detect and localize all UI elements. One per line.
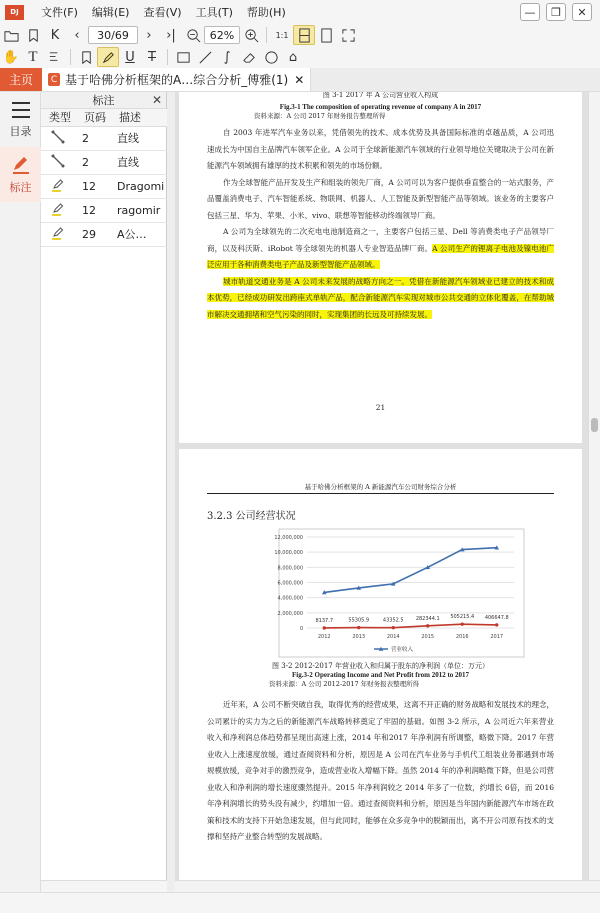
vertical-scrollbar[interactable] bbox=[588, 92, 600, 880]
figure-caption-cn-cut: 图 3-1 2017 年 A 公司营业收入构成 bbox=[322, 92, 439, 99]
page-number-field[interactable]: 30/69 bbox=[88, 26, 138, 44]
highlight-annotation[interactable]: 城市轨道交通业务是 A 公司未来发展的战略方向之一。凭借在新能源汽车领域业已建立的技术和成本优势，已经成功研发出跨座式单轨产品，配合新能源汽车实现对城市公共交通的立体化覆盖，在帮助城市解决交通拥堵和空气污染的同时，实现集团的长远及可持续发展。 bbox=[207, 276, 554, 319]
sidebar-item-annotations[interactable] bbox=[0, 147, 41, 202]
tab-home[interactable]: 主页 bbox=[0, 68, 42, 91]
first-page-icon[interactable]: K bbox=[50, 27, 60, 43]
page-21 bbox=[179, 92, 582, 443]
figure-caption-cn: 图 3-2 2012-2017 年营业收入和归属于股东的净利润（单位：万元） bbox=[272, 662, 489, 670]
x-tick-label: 2013 bbox=[352, 634, 366, 640]
fullscreen-icon[interactable] bbox=[337, 25, 359, 45]
annotation-table bbox=[41, 109, 167, 247]
annotation-page: 2 bbox=[76, 126, 111, 150]
data-label: 505215.4 bbox=[450, 614, 475, 621]
sidebar-toc-label: 目录 bbox=[9, 124, 32, 138]
zoom-in-icon[interactable] bbox=[240, 25, 262, 45]
highlight-tool-icon[interactable] bbox=[97, 47, 119, 67]
close-tab-icon[interactable]: ✕ bbox=[294, 72, 305, 87]
annotation-row[interactable] bbox=[41, 174, 167, 198]
data-label: 8137.7 bbox=[315, 617, 333, 624]
y-tick-label: 8,000,000 bbox=[277, 565, 303, 572]
line-annotation-icon bbox=[41, 150, 76, 174]
maximize-button[interactable]: ❐ bbox=[546, 3, 566, 21]
line-chart bbox=[179, 527, 582, 662]
annotation-page: 29 bbox=[76, 222, 111, 246]
next-page-icon[interactable]: › bbox=[146, 27, 152, 43]
figure-caption-en: Fig.3-2 Operating Income and Net Profit from 2012 to 2017 bbox=[291, 671, 470, 679]
circle-tool-icon[interactable] bbox=[260, 47, 282, 67]
annotation-page: 12 bbox=[76, 198, 111, 222]
prev-page-icon[interactable]: ‹ bbox=[74, 27, 80, 43]
document-icon: C bbox=[48, 73, 60, 86]
paragraph: 作为全球智能产品开发及生产和组装的领先厂商，A 公司可以为客户提供垂直整合的一站式服务，产品覆盖消费电子、汽车智能系统、物联网、机器人、人工智能及新型智能产品等领域。该业务的主要客户包括三星、华为、苹果、小米、vivo、联想等智能移动终端领导厂商。 bbox=[207, 177, 554, 220]
data-label: 43352.5 bbox=[382, 617, 404, 624]
page-22 bbox=[179, 449, 582, 880]
menu-file[interactable]: 文件(F) bbox=[41, 6, 78, 19]
bookmark-icon[interactable] bbox=[22, 25, 44, 45]
pencil-icon bbox=[11, 155, 31, 175]
annotation-row[interactable] bbox=[41, 150, 167, 174]
list-icon bbox=[11, 101, 31, 119]
line-tool-icon[interactable] bbox=[194, 47, 216, 67]
annotation-row[interactable] bbox=[41, 126, 167, 150]
data-label: 406647.8 bbox=[484, 614, 509, 621]
y-tick-label: 10,000,000 bbox=[274, 550, 303, 557]
underline-tool-icon[interactable]: U bbox=[125, 49, 135, 65]
close-window-button[interactable]: ✕ bbox=[572, 3, 592, 21]
menu-edit[interactable]: 编辑(E) bbox=[91, 6, 130, 19]
sidebar-annot-label: 标注 bbox=[9, 180, 32, 194]
scrollbar-thumb[interactable] bbox=[591, 418, 598, 432]
navigation-toolbar bbox=[0, 24, 600, 46]
figure-source: 资料来源：A 公司 2012-2017 年财务报表整理所得 bbox=[269, 680, 420, 688]
data-label: 282344.1 bbox=[415, 615, 440, 622]
panel-title: 标注 bbox=[92, 94, 115, 107]
paragraph: 自 2003 年进军汽车业务以来，凭借领先的技术、成本优势及具备国际标准的卓越品质，A 公司迅速成长为中国自主品牌汽车领军企业。A 公司于全球新能源汽车领域的行业领导地位关键取决于公司在新能源汽车领域拥有雄厚的技术积累和领先的市场份额。 bbox=[207, 128, 554, 170]
last-page-icon[interactable]: ›| bbox=[166, 27, 176, 43]
select-text-icon[interactable] bbox=[44, 47, 66, 67]
menu-view[interactable]: 查看(V) bbox=[143, 6, 182, 19]
panel-splitter[interactable] bbox=[167, 92, 175, 897]
highlight-annotation-icon bbox=[41, 174, 76, 198]
col-desc[interactable]: 描述 bbox=[111, 109, 167, 126]
annotation-desc: 直线 bbox=[111, 126, 167, 150]
y-tick-label: 2,000,000 bbox=[277, 610, 303, 617]
menu-tools[interactable]: 工具(T) bbox=[195, 6, 233, 19]
highlight-annotation-icon bbox=[41, 222, 76, 246]
panel-close-icon[interactable]: ✕ bbox=[151, 93, 162, 107]
strikethrough-tool-icon[interactable]: T bbox=[148, 49, 156, 65]
stamp-tool-icon[interactable]: ⌂ bbox=[288, 49, 298, 65]
x-tick-label: 2012 bbox=[317, 634, 331, 640]
x-tick-label: 2016 bbox=[455, 634, 469, 640]
fit-width-icon[interactable] bbox=[293, 25, 315, 45]
paragraph: 近年来，A 公司不断突破自我，取得优秀的经营成果，这离不开正确的财务战略和发展技术的理念，公司累计的实力为之后的新能源汽车战略转移奠定了牢固的基础。如图 3-2 所示，A 公司近六年来营业收入和净利润总体趋势都呈现出高速上涨，2014 年和2017 年净利润有所调整，略微下降。2017 年营业收入上涨速度放缓，通过查阅资料和分析，原因是 A 公司在汽车业务与手机代工组装业务都遇到市场规模放缓，竞争对手的激烈竞争，造成营业收入增幅下降。虽然 2014 年的净利润略微下降，但是公司营业收入和净利润的增长速度骤然提升。2015 年净利润较之 2014 年多了一位数，约增长 6倍，而 2016 年净利润增长的势头没有减少，约增加一倍。通过查阅资料和分析，原因是当年国内新能源汽车市场在政策和技术的支持下开始急速发展，但与此同时，能够在众多竞争中的脱颖而出，离不开公司原有技术的支撑和坚持产业整合转型的发展战略。 bbox=[207, 700, 554, 841]
annotation-row[interactable] bbox=[41, 198, 167, 222]
freehand-tool-icon[interactable]: ∫ bbox=[223, 49, 231, 65]
running-header: 基于哈佛分析框架的 A 新能源汽车公司财务综合分析 bbox=[207, 449, 554, 494]
data-point bbox=[357, 626, 360, 629]
open-folder-icon[interactable] bbox=[0, 25, 22, 45]
menu-help[interactable]: 帮助(H) bbox=[246, 6, 286, 19]
status-bar bbox=[0, 892, 600, 913]
paragraph-text: A 公司为全球领先的二次充电电池制造商之一，主要客户包括三星、Dell 等消费类电子产品领导厂商，以及科沃斯、iRobot 等全球领先的机器人专业智造品牌厂商。 bbox=[207, 227, 554, 253]
tab-document[interactable] bbox=[42, 68, 311, 91]
line-annotation-icon bbox=[41, 126, 76, 150]
data-point bbox=[461, 622, 464, 625]
highlight-annotation-icon bbox=[41, 198, 76, 222]
data-label: 55305.9 bbox=[348, 617, 370, 624]
eraser-icon[interactable] bbox=[238, 47, 260, 67]
x-tick-label: 2014 bbox=[386, 634, 400, 640]
document-viewer[interactable] bbox=[175, 92, 588, 880]
single-page-icon[interactable] bbox=[315, 25, 337, 45]
zoom-out-icon[interactable] bbox=[182, 25, 204, 45]
annotation-desc: 直线 bbox=[111, 150, 167, 174]
y-tick-label: 12,000,000 bbox=[274, 535, 303, 541]
annotation-row[interactable] bbox=[41, 222, 167, 246]
page-number: 21 bbox=[375, 403, 386, 412]
highlight-annotation[interactable]: A 公司生产的锂离子电池及镍电池广泛应用于各种消费类电子产品及新型智能产品领域。 bbox=[207, 243, 554, 269]
y-tick-label: 6,000,000 bbox=[277, 580, 303, 587]
hand-tool-icon[interactable]: ✋ bbox=[2, 49, 20, 65]
data-point bbox=[323, 626, 326, 629]
x-tick-label: 2015 bbox=[421, 634, 435, 640]
text-tool-icon[interactable]: T bbox=[28, 48, 38, 65]
x-tick-label: 2017 bbox=[490, 634, 504, 640]
minimize-button[interactable]: — bbox=[520, 3, 540, 21]
menu-bar bbox=[0, 0, 600, 24]
section-heading: 3.2.3 公司经营状况 bbox=[207, 511, 296, 522]
annotation-desc: A公… bbox=[111, 222, 167, 246]
horizontal-scrollbar[interactable] bbox=[175, 880, 600, 892]
series-line-1 bbox=[324, 624, 497, 628]
y-tick-label: 4,000,000 bbox=[277, 595, 303, 602]
paragraph-highlighted bbox=[179, 224, 582, 274]
annotation-page: 12 bbox=[76, 174, 111, 198]
legend-label: 营业收入 bbox=[391, 647, 414, 653]
sidebar-item-toc[interactable] bbox=[0, 92, 41, 147]
zoom-field[interactable]: 62% bbox=[204, 26, 240, 44]
figure-source: 资料来源：A 公司 2017 年财务报告整理所得 bbox=[254, 112, 386, 120]
data-point bbox=[495, 623, 498, 626]
figure-caption-en: Fig.3-1 The composition of operating revenue of company A in 2017 bbox=[279, 103, 482, 111]
rectangle-tool-icon[interactable] bbox=[172, 47, 194, 67]
app-logo: DJ bbox=[5, 5, 24, 20]
paragraph-highlighted bbox=[179, 274, 582, 324]
actual-size-icon[interactable]: 1:1 bbox=[275, 30, 289, 40]
col-page[interactable]: 页码 bbox=[76, 109, 111, 126]
document-tab-title: 基于哈佛分析框架的A…综合分析_傅雅(1) bbox=[65, 73, 289, 87]
annotation-toolbar bbox=[0, 46, 600, 68]
bookmark-add-icon[interactable] bbox=[75, 47, 97, 67]
data-point bbox=[392, 626, 395, 629]
annotation-desc: ragomir bbox=[111, 198, 167, 222]
annotation-page: 2 bbox=[76, 150, 111, 174]
annotation-desc: Dragomi bbox=[111, 174, 167, 198]
y-tick-label: 0 bbox=[299, 626, 303, 632]
panel-header bbox=[41, 92, 166, 109]
panel-footer bbox=[41, 880, 167, 892]
col-type[interactable]: 类型 bbox=[41, 109, 76, 126]
data-point bbox=[426, 624, 429, 627]
annotation-panel bbox=[41, 92, 167, 892]
document-tabs bbox=[0, 68, 600, 92]
left-sidebar bbox=[0, 92, 41, 913]
series-line-0 bbox=[324, 548, 497, 593]
